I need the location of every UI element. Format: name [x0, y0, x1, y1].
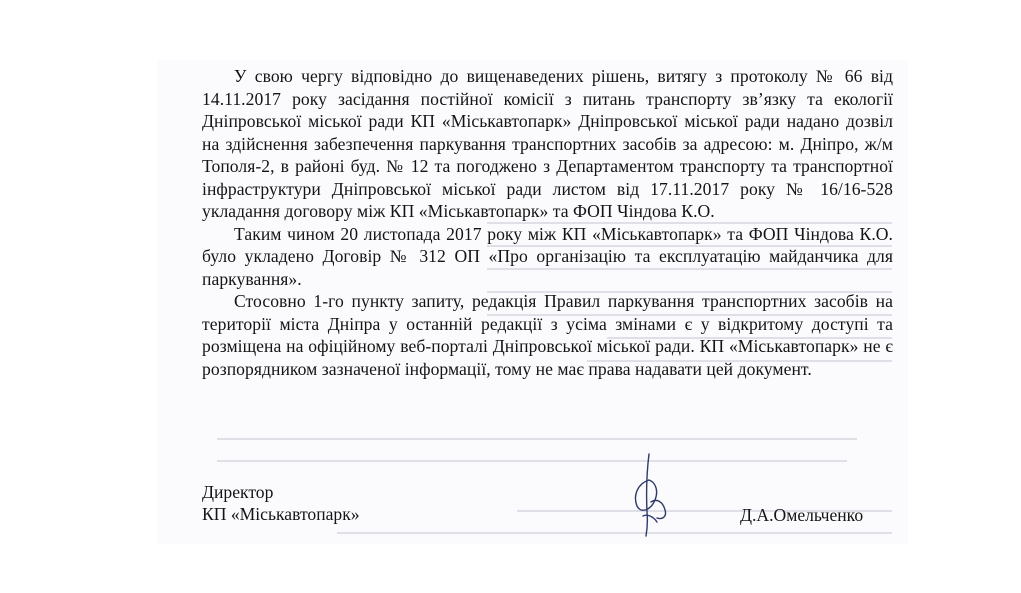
scanned-document-page	[157, 60, 908, 544]
handwritten-signature	[627, 450, 677, 540]
paragraph-parking-rules: Стосовно 1-го пункту запиту, редакція Правил паркування транспортних засобів на території міста Дніпра у останній редакції з усіма змінами є у відкритому доступі та розміщена на офіційному веб-порталі Дніпровської міської ради. КП «Міськавтопарк» не є розпорядником зазначеної інформації, тому не має права надавати цей документ.	[202, 291, 893, 379]
signatory-title: Директор	[202, 482, 274, 502]
letter-body	[202, 65, 893, 380]
paragraph-contract: Таким чином 20 листопада 2017 року між КП «Міськавтопарк» та ФОП Чіндова К.О. було укладено Договір № 312 ОП «Про організацію та експлуатацію майданчика для паркування».	[202, 223, 893, 289]
signatory-name: Д.А.Омельченко	[740, 505, 864, 525]
paragraph-decisions: У свою чергу відповідно до вищенаведених рішень, витягу з протоколу № 66 від 14.11.2017 року засідання постійної комісії з питань транспорту зв’язку та екології Дніпровської міської ради КП «Міськавтопарк» Дніпровської міської ради надано дозвіл на здійснення забезпечення паркування транспортних засобів за адресою: м. Дніпро, ж/м Тополя-2, в районі буд. № 12 та погоджено з Департаментом транспорту та транспортної інфраструктури Дніпровської міської ради листом від 17.11.2017 року № 16/16-528 укладання договору між КП «Міськавтопарк» та ФОП Чіндова К.О.	[202, 66, 893, 221]
signatory-organization: КП «Міськавтопарк»	[202, 504, 360, 524]
